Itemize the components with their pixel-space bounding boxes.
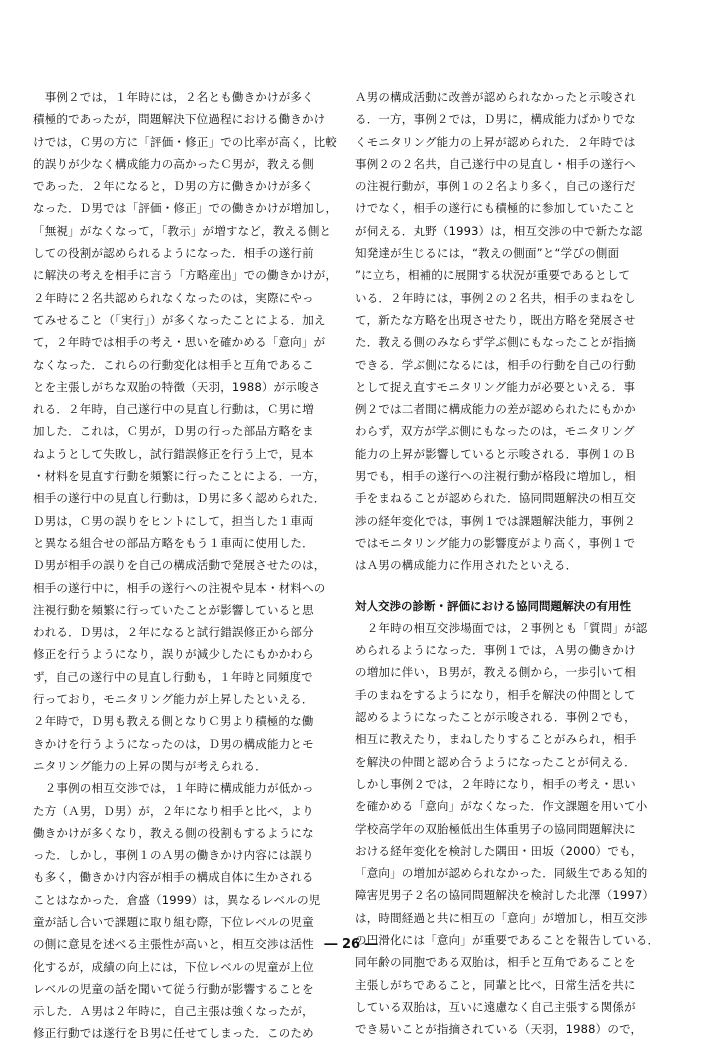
text-line: た方（Ａ男，Ｄ男）が，２年になり相手と比べ，より	[33, 803, 314, 818]
text-line: Ｄ男が相手の誤りを自己の構成活動で発展させたのは，	[33, 558, 326, 573]
section-gap	[355, 577, 661, 591]
text-line: 手のまねをするようになり，相手を解決の仲間として	[355, 687, 636, 702]
text-line: わらず，双方が学ぶ側にもなったのは，モニタリング	[355, 424, 635, 439]
text-line: 加した．これは，Ｃ男が，Ｄ男の行った部品方略をま	[33, 424, 314, 439]
text-line: レベルの児童の話を聞いて従う行動が影響することを	[33, 981, 314, 996]
text-line: 事例２の２名共，自己遂行中の見直し・相手の遂行へ	[355, 156, 636, 171]
text-line: きかけを行うようになったのは，Ｄ男の構成能力とモ	[33, 736, 314, 751]
text-line: 手をまねることが認められた．協同問題解決の相互交	[355, 491, 636, 506]
text-line: 「無視」がなくなって，「教示」が増すなど，教える側と	[33, 223, 332, 238]
text-line: て，２年時では相手の考え・思いを確かめる「意向」が	[33, 335, 326, 350]
text-line: の注視行動が，事例１の２名より多く，自己の遂行だ	[355, 179, 636, 194]
text-line: Ａ男の構成活動に改善が認められなかったと示唆され	[355, 90, 636, 104]
text-line: 渉の経年変化では，事例１では課題解決能力，事例２	[355, 513, 636, 528]
text-line: 修正を行うようになり，誤りが減少したにもかかわら	[33, 647, 314, 662]
text-line: 修正行動では遂行をＢ男に任せてしまった．このため	[33, 1026, 314, 1041]
text-line: れる．２年時，自己遂行中の見直し行動は，Ｃ男に増	[33, 402, 314, 417]
text-line: ず，自己の遂行中の見直し行動も，１年時と同頻度で	[33, 669, 313, 684]
text-line: た．教える側のみならず学ぶ側にもなったことが指摘	[355, 335, 636, 350]
text-line: ニタリング能力の上昇の関与が考えられる．	[33, 758, 267, 773]
text-line: ２事例の相互交渉では，１年時に構成能力が低かっ	[33, 781, 314, 796]
text-line: ２年時に２名共認められなくなったのは，実際にやっ	[33, 290, 314, 305]
text-line: なった．Ｄ男では「評価・修正」での働きかけが増加し，	[33, 201, 338, 216]
text-line: 男でも，相手の遂行への注視行動が格段に増加し，相	[355, 469, 636, 484]
text-line: ２年時の相互交渉場面では，２事例とも「質問」が認	[355, 620, 648, 635]
text-line: であった．２年になると，Ｄ男の方に働きかけが多く	[33, 179, 314, 194]
text-line: 働きかけが多くなり，教える側の役割もするようにな	[33, 825, 314, 840]
text-line: ・材料を見直す行動を頻繁に行ったことによる．一方，	[33, 469, 326, 484]
text-line: 行っており，モニタリング能力が上昇したといえる．	[33, 692, 314, 707]
text-line: の側に意見を述べる主張性が高いと，相互交渉は活性	[33, 937, 314, 952]
text-line: の増加に伴い，Ｂ男が，教える側から，一歩引いて相	[355, 665, 636, 680]
text-line: 的誤りが少なく構成能力の高かったＣ男が，教える側	[33, 156, 314, 171]
text-line: も多く，働きかけ内容が相手の構成自体に生かされる	[33, 870, 314, 885]
text-line: 積極的であったが，問題解決下位過程における働きかけ	[33, 112, 326, 127]
text-line: ねようとして失敗し，試行錯誤修正を行う上で，見本	[33, 446, 314, 461]
text-line: 知発達が生じるには，“教えの側面”と“学びの側面	[355, 246, 620, 261]
text-line: しての役割が認められるようになった．相手の遂行前	[33, 246, 314, 261]
text-line: でき易いことが指摘されている（天羽，1988）ので，	[355, 1022, 643, 1037]
text-line: 相手の遂行中に，相手の遂行への注視や見本・材料への	[33, 580, 326, 595]
text-line: 学校高学年の双胎極低出生体重男子の協同問題解決に	[355, 821, 636, 836]
text-line: として捉え直すモニタリング能力が必要といえる．事	[355, 379, 636, 394]
text-line: てみせること（「実行」）が多くなったことによる．加え	[33, 312, 326, 327]
text-line: 化するが，成績の向上には，下位レベルの児童が上位	[33, 959, 314, 974]
text-line: ではモニタリング能力の影響度がより高く，事例１で	[355, 535, 636, 550]
text-line: 相互に教えたり，まねしたりすることがみられ，相手	[355, 732, 637, 747]
text-line: ２年時で，Ｄ男も教える側となりＣ男より積極的な働	[33, 714, 314, 729]
text-line: けでなく，相手の遂行にも積極的に参加していたこと	[355, 201, 636, 216]
text-line: している双胎は，互いに遠慮なく自己主張する関係が	[355, 999, 636, 1014]
text-line: できる．学ぶ側になるには，相手の行動を自己の行動	[355, 357, 636, 372]
text-line: を確かめる「意向」がなくなった．作文課題を用いて小	[355, 799, 648, 814]
text-line: て，新たな方略を出現させたり，既出方略を発展させ	[355, 312, 636, 327]
text-line: が伺える．丸野（1993）は，相互交渉の中で新たな認	[355, 223, 643, 238]
text-line: 例２では二者間に構成能力の差が認められたにもかか	[355, 402, 636, 417]
text-line: った．しかし，事例１のＡ男の働きかけ内容には誤り	[33, 848, 314, 863]
text-line: を解決の仲間と認め合うようになったことが伺える．	[355, 754, 636, 769]
text-line: はＡ男の構成能力に作用されたといえる．	[355, 558, 578, 573]
text-line: ”に立ち，相補的に展開する状況が重要であるとして	[355, 268, 631, 283]
text-line: 注視行動を頻繁に行っていたことが影響していると思	[33, 602, 314, 617]
text-line: は，時間経過と共に相互の「意向」が増加し，相互交渉	[355, 910, 648, 925]
right-column-body-top	[355, 86, 661, 577]
text-line: 障害児男子２名の協同問題解決を検討した北澤（1997）	[355, 888, 655, 903]
text-line: Ｄ男は，Ｃ男の誤りをヒントにして，担当した１車両	[33, 513, 314, 528]
text-line: められるようになった．事例１では，Ａ男の働きかけ	[355, 643, 636, 658]
text-line: 相手の遂行中の見直し行動は，Ｄ男に多く認められた．	[33, 491, 326, 506]
page-number: ― 26 ―	[324, 937, 378, 952]
text-line: 事例２では，１年時には，２名とも働きかけが多く	[33, 90, 314, 104]
text-line: いる．２年時には，事例２の２名共，相手のまねをし	[355, 290, 636, 305]
text-line: 能力の上昇が影響していると示唆される．事例１のＢ	[355, 446, 636, 461]
text-line: 示した．Ａ男は２年時に，自己主張は強くなったが，	[33, 1004, 314, 1019]
text-line: 主張しがちであること，同輩と比べ，日常生活を共に	[355, 977, 636, 992]
text-line: 認めるようになったことが示唆される．事例２でも，	[355, 710, 636, 725]
right-column-body-bottom	[355, 617, 661, 1041]
text-line: ことはなかった．倉盛（1999）は，異なるレベルの児	[33, 892, 321, 907]
text-line: とを主張しがちな双胎の特徴（天羽，1988）が示唆さ	[33, 379, 321, 394]
text-line: る．一方，事例２では，Ｄ男に，構成能力ばかりでな	[355, 112, 636, 127]
text-line: われる．Ｄ男は，２年になると試行錯誤修正から部分	[33, 625, 314, 640]
text-line: しかし事例２では，２年時になり，相手の考え・思い	[355, 776, 636, 791]
text-line: 童が話し合いで課題に取り組む際，下位レベルの児童	[33, 914, 314, 929]
text-line: と異なる組合せの部品方略をもう１車両に使用した．	[33, 535, 314, 550]
text-line: に解決の考えを相手に言う「方略産出」での働きかけが，	[33, 268, 338, 283]
text-line: おける経年変化を検討した隅田・田坂（2000）でも，	[355, 843, 643, 858]
text-line: 同年齢の同胞である双胎は，相手と互角であることを	[355, 955, 636, 970]
text-line: けでは，Ｃ男の方に「評価・修正」での比率が高く，比較	[33, 134, 337, 149]
text-line: 「意向」の増加が認められなかった．同級生である知的	[355, 866, 648, 881]
left-column	[33, 86, 339, 1045]
text-line: の円滑化には「意向」が重要であることを報告している．	[355, 932, 660, 947]
section-heading: 対人交渉の診断・評価における協同問題解決の有用性	[355, 598, 631, 613]
text-line: なくなった．これらの行動変化は相手と互角であるこ	[33, 357, 314, 372]
right-column	[355, 86, 661, 1040]
text-line: くモニタリング能力の上昇が認められた．２年時では	[355, 134, 636, 149]
